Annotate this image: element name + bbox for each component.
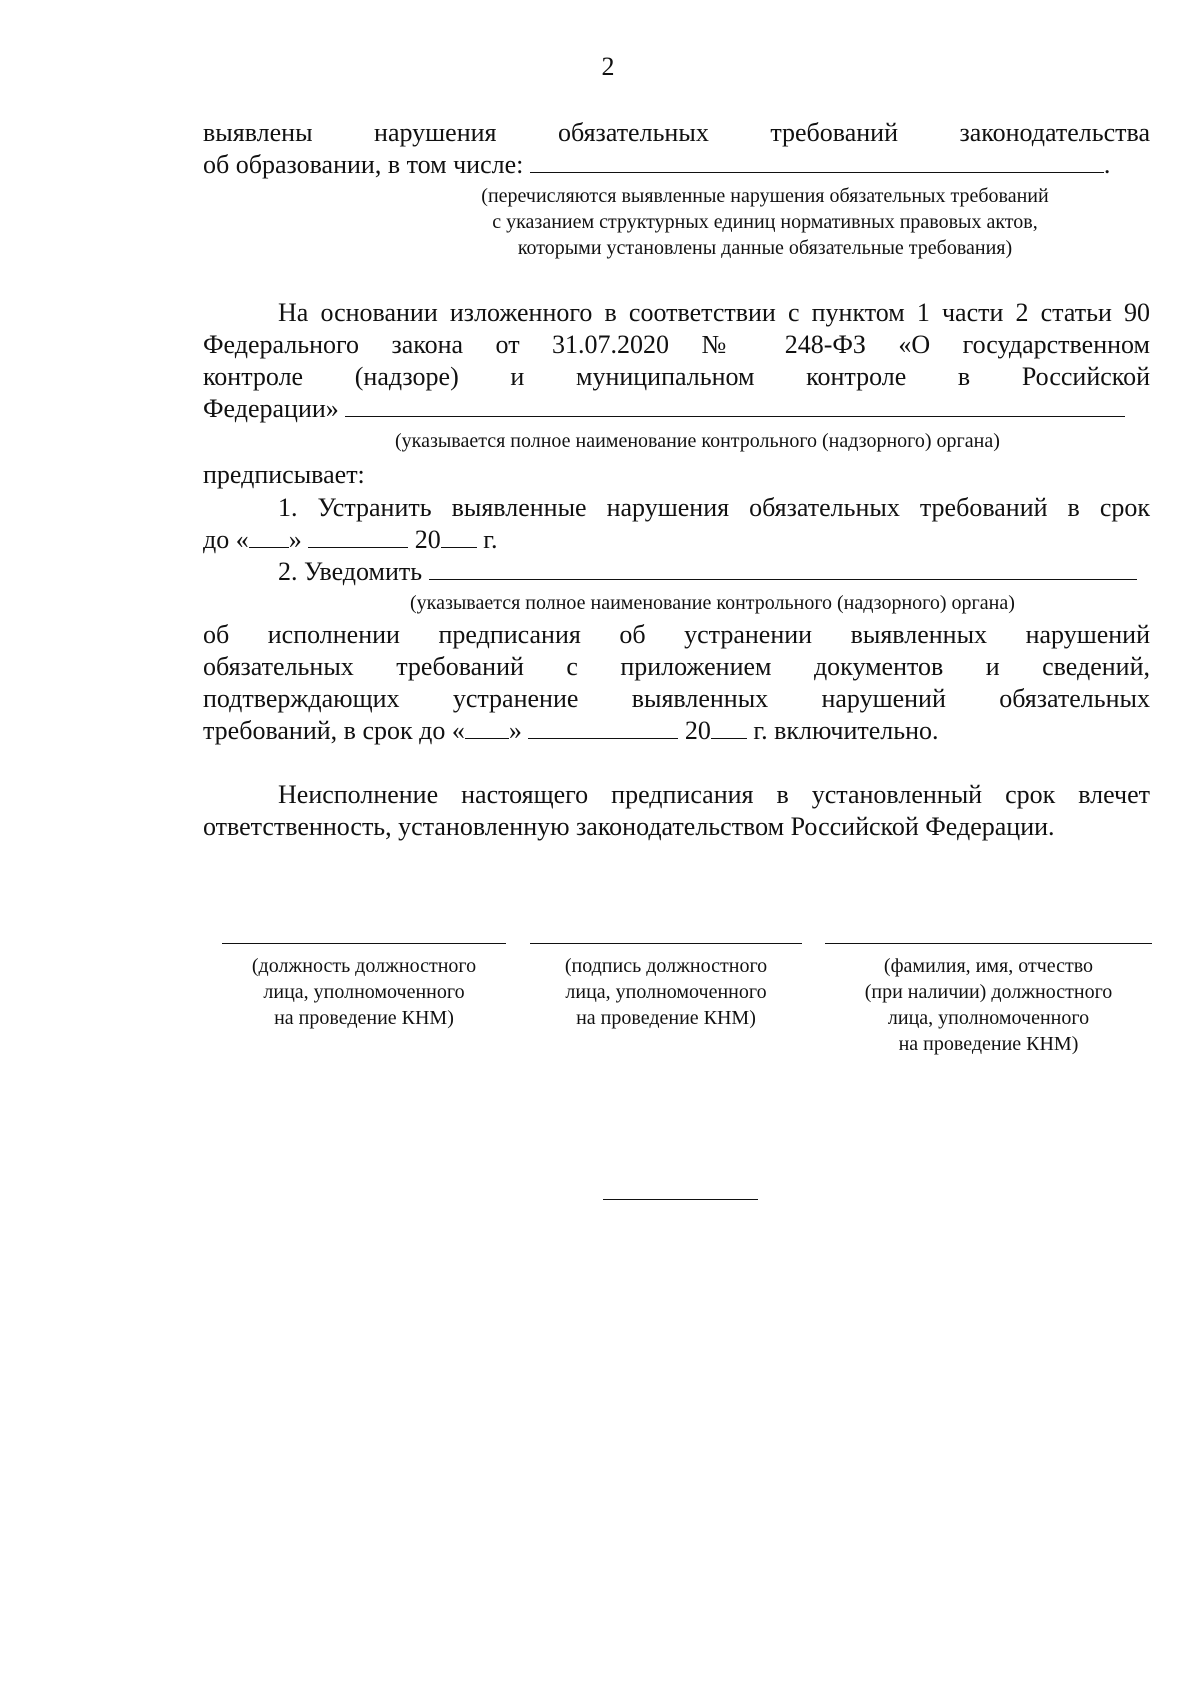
caption-line: на проведение КНМ) xyxy=(274,1007,454,1029)
prescribes-label: предписывает: xyxy=(203,460,365,489)
deadline-close-quote: » xyxy=(508,716,522,745)
position-signature-line xyxy=(222,943,506,944)
caption-line: на проведение КНМ) xyxy=(898,1033,1079,1055)
item-2-notify xyxy=(278,557,1137,587)
deadline-prefix: требований, в срок до « xyxy=(203,716,465,745)
caption-line: на проведение КНМ) xyxy=(576,1007,756,1029)
item-2-line-1: об исполнении предписания об устранении выявленных нарушений xyxy=(203,620,1150,649)
notify-blank xyxy=(429,557,1137,580)
year-prefix: 20 xyxy=(414,525,441,554)
closing-rule xyxy=(603,1199,758,1200)
deadline-year-blank xyxy=(711,716,747,739)
basis-line-4 xyxy=(203,394,1125,424)
item-2-line-4 xyxy=(203,716,939,746)
item-2-line-2: обязательных требований с приложением документов и сведений, xyxy=(203,652,1150,681)
signature-caption xyxy=(525,953,807,1031)
violations-prefix: об образовании, в том числе: xyxy=(203,150,524,179)
item-1-date xyxy=(203,525,497,555)
page-number: 2 xyxy=(601,52,615,81)
year-suffix: г. xyxy=(483,525,498,554)
notify-hint: (указывается полное наименование контрольного (надзорного) органа) xyxy=(410,592,1015,614)
caption-line: лица, уполномоченного xyxy=(887,1007,1090,1029)
caption-line: (фамилия, имя, отчество xyxy=(883,955,1094,977)
basis-line-2: Федерального закона от 31.07.2020 № 248-ФЗ «О государственном xyxy=(203,330,1150,359)
basis-prefix: Федерации» xyxy=(203,394,339,423)
name-caption xyxy=(825,953,1152,1057)
caption-line: (подпись должностного xyxy=(564,955,768,977)
day-blank xyxy=(249,525,289,548)
caption-line: (при наличии) должностного xyxy=(864,981,1113,1003)
violations-hint-line: (перечисляются выявленные нарушения обязательных требований xyxy=(481,185,1049,207)
deadline-suffix: г. включительно. xyxy=(753,716,939,745)
caption-line: лица, уполномоченного xyxy=(263,981,465,1003)
date-close-quote: » xyxy=(288,525,302,554)
deadline-year-prefix: 20 xyxy=(684,716,711,745)
deadline-day-blank xyxy=(465,716,509,739)
name-signature-line xyxy=(825,943,1152,944)
month-blank xyxy=(308,525,408,548)
authority-blank xyxy=(345,394,1125,417)
violations-blank xyxy=(530,150,1104,173)
deadline-month-blank xyxy=(528,716,678,739)
item-2-line-3: подтверждающих устранение выявленных нарушений обязательных xyxy=(203,684,1150,713)
authority-hint: (указывается полное наименование контрольного (надзорного) органа) xyxy=(395,430,1000,452)
warning-line-2: ответственность, установленную законодательством Российской Федерации. xyxy=(203,812,1055,841)
basis-line-1: На основании изложенного в соответствии с пунктом 1 части 2 статьи 90 xyxy=(278,298,1150,327)
year-blank xyxy=(441,525,477,548)
violations-line-2 xyxy=(203,150,1110,180)
caption-line: лица, уполномоченного xyxy=(565,981,767,1003)
basis-line-3: контроле (надзоре) и муниципальном контроле в Российской xyxy=(203,362,1150,391)
warning-line-1: Неисполнение настоящего предписания в установленный срок влечет xyxy=(278,780,1150,809)
notify-label: 2. Уведомить xyxy=(278,557,423,586)
position-caption xyxy=(212,953,516,1031)
violations-hint-line: с указанием структурных единиц нормативных правовых актов, xyxy=(492,211,1038,233)
violations-hint xyxy=(380,183,1150,261)
item-1-line-1: 1. Устранить выявленные нарушения обязательных требований в срок xyxy=(278,493,1150,522)
caption-line: (должность должностного xyxy=(251,955,477,977)
violations-line-1: выявлены нарушения обязательных требований законодательства xyxy=(203,118,1150,147)
violations-period: . xyxy=(1103,150,1111,179)
date-open-quote: до « xyxy=(203,525,249,554)
signature-line xyxy=(530,943,802,944)
violations-hint-line: которыми установлены данные обязательные требования) xyxy=(517,237,1013,259)
